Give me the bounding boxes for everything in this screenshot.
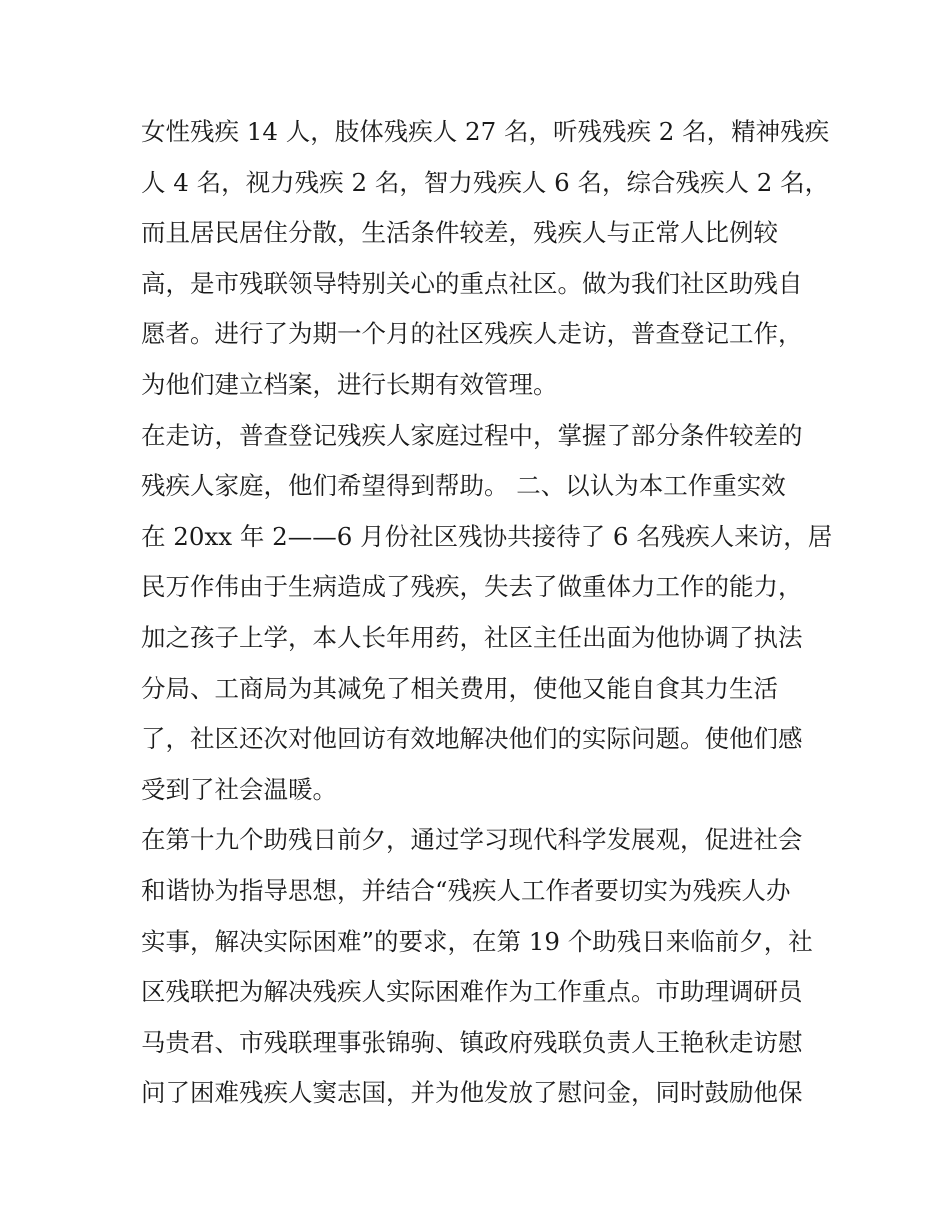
text-line: 女性残疾 14 人，肢体残疾人 27 名，听残残疾 2 名，精神残疾 [141,117,830,146]
text-line: 高，是市残联领导特别关心的重点社区。做为我们社区助残自 [141,268,803,298]
text-line: 人 4 名，视力残疾 2 名，智力残疾人 6 名，综合残疾人 2 名， [141,167,830,197]
text-line: 受到了社会温暖。 [141,774,337,804]
text-line: 分局、工商局为其减免了相关费用，使他又能自食其力生活 [141,673,778,703]
text-line: 实事，解决实际困难”的要求，在第 19 个助残日来临前夕，社 [141,926,813,956]
text-line: 了，社区还次对他回访有效地解决他们的实际问题。使他们感 [141,724,803,754]
text-line: 在第十九个助残日前夕，通过学习现代科学发展观，促进社会 [141,825,803,855]
text-line: 马贵君、市残联理事张锦驹、镇政府残联负责人王艳秋走访慰 [141,1027,803,1057]
text-line: 问了困难残疾人窦志国，并为他发放了慰问金，同时鼓励他保 [141,1078,803,1108]
text-line: 民万作伟由于生病造成了残疾，失去了做重体力工作的能力， [141,572,803,602]
text-line: 在 20xx 年 2——6 月份社区残协共接待了 6 名残疾人来访，居 [141,521,833,551]
body-text [141,107,833,1119]
text-line: 加之孩子上学，本人长年用药，社区主任出面为他协调了执法 [141,622,803,652]
text-line: 区残联把为解决残疾人实际困难作为工作重点。市助理调研员 [141,977,803,1007]
text-line: 残疾人家庭，他们希望得到帮助。 二、以认为本工作重实效 [141,471,786,501]
text-line: 愿者。进行了为期一个月的社区残疾人走访，普查登记工作， [141,319,803,349]
text-line: 在走访，普查登记残疾人家庭过程中，掌握了部分条件较差的 [141,420,803,450]
text-line: 而且居民居住分散，生活条件较差，残疾人与正常人比例较 [141,218,778,248]
text-line: 和谐协为指导思想，并结合“残疾人工作者要切实为残疾人办 [141,875,791,905]
text-line: 为他们建立档案，进行长期有效管理。 [141,369,558,399]
